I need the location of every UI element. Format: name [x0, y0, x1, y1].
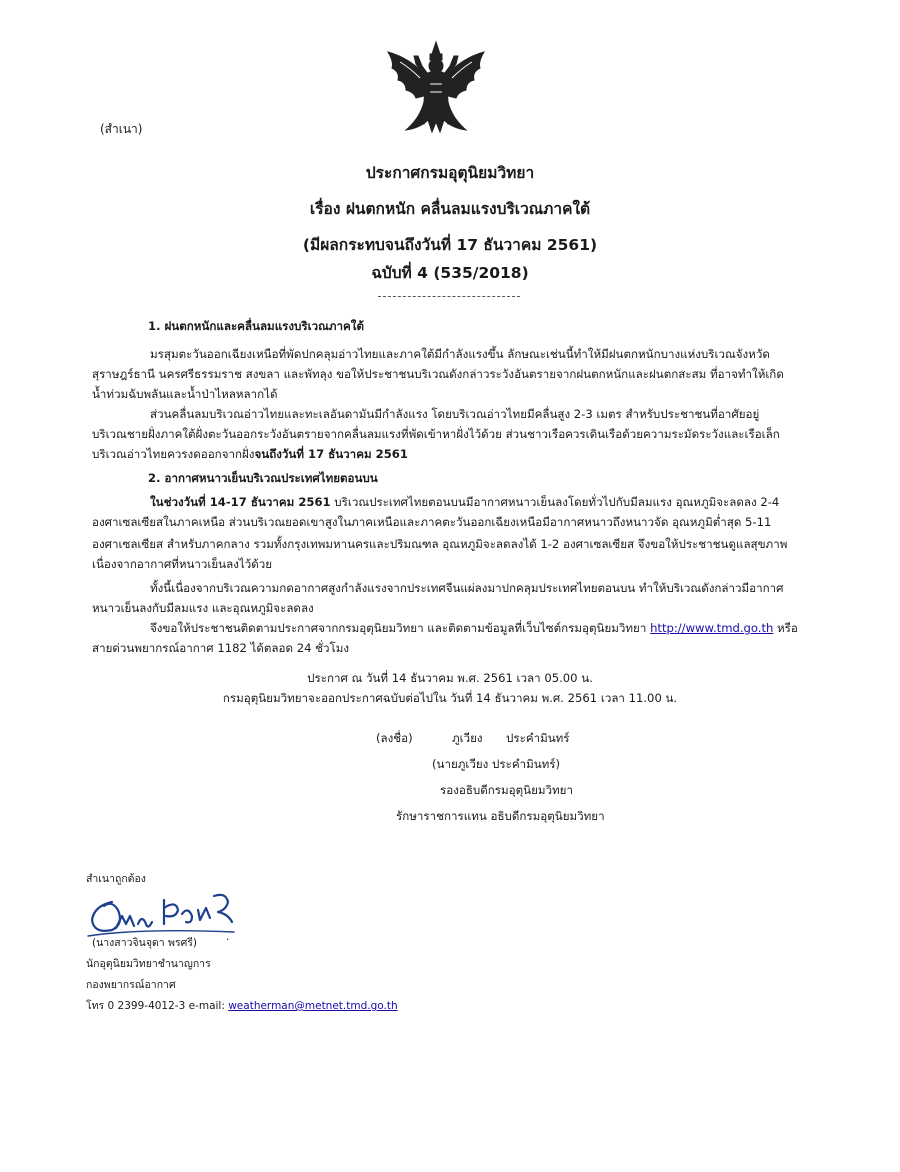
section-2-p3-line — [150, 620, 798, 638]
signer-acting-position: รักษาราชการแทน อธิบดีกรมอุตุนิยมวิทยา — [396, 809, 605, 823]
section-1-p1-line: มรสุมตะวันออกเฉียงเหนือที่พัดปกคลุมอ่าวไทยและภาคใต้มีกำลังแรงขึ้น ลักษณะเช่นนี้ทำให้มีฝนตกหนักบางแห่งบริเวณจังหวัด — [150, 347, 770, 361]
section-2-p1-line: เนื่องจากอากาศที่หนาวเย็นลงไว้ด้วย — [92, 557, 273, 571]
email-link[interactable]: weatherman@metnet.tmd.go.th — [228, 1000, 398, 1012]
section-2-p2-line: หนาวเย็นลงกับมีลมแรง และอุณหภูมิจะลดลง — [92, 601, 314, 615]
section-2-p3-line2: สายด่วนพยากรณ์อากาศ 1182 ได้ตลอด 24 ชั่วโมง — [92, 641, 350, 655]
section-2-p1-line: องศาเซลเซียส สำหรับภาคกลาง รวมทั้งกรุงเทพมหานครและปริมณฑล อุณหภูมิจะลดลงได้ 1-2 องศาเซลเซียส จึงขอให้ประชาชนดูแลสุขภาพ — [92, 537, 788, 551]
section-1-p2-last-bold: จนถึงวันที่ 17 ธันวาคม 2561 — [254, 447, 408, 461]
certifier-title: นักอุตุนิยมวิทยาชำนาญการ — [86, 958, 211, 970]
divider — [378, 296, 520, 297]
copy-mark: (สำเนา) — [100, 122, 143, 136]
section-2-p1-first-bold: ในช่วงวันที่ 14-17 ธันวาคม 2561 — [150, 495, 331, 509]
announcement-title: ประกาศกรมอุตุนิยมวิทยา — [365, 164, 535, 182]
dot-mark: · — [226, 934, 230, 946]
section-1-p2-last-normal: บริเวณอ่าวไทยควรงดออกจากฝั่ง — [92, 447, 255, 461]
section-1-heading: 1. ฝนตกหนักและคลื่นลมแรงบริเวณภาคใต้ — [148, 319, 364, 333]
certifier-contact — [86, 997, 398, 1014]
certifier-name: (นางสาวจินจุดา พรศรี) — [92, 937, 197, 949]
section-1-p1-line: สุราษฎร์ธานี นครศรีธรรมราช สงขลา และพัทลุง ขอให้ประชาชนบริเวณดังกล่าวระวังอันตรายจากฝนตกหนักและฝนตกสะสม ที่อาจทำให้เกิด — [92, 367, 784, 381]
section-1-p2-last-line — [92, 446, 408, 464]
issue-number: ฉบับที่ 4 (535/2018) — [371, 264, 529, 282]
section-2-heading: 2. อากาศหนาวเย็นบริเวณประเทศไทยตอนบน — [148, 471, 378, 485]
section-2-p3-text: จึงขอให้ประชาชนติดตามประกาศจากกรมอุตุนิยมวิทยา และติดตามข้อมูลที่เว็บไซต์กรมอุตุนิยมวิทยา — [150, 621, 651, 635]
certified-copy-label: สำเนาถูกต้อง — [86, 873, 146, 885]
signer-position: รองอธิบดีกรมอุตุนิยมวิทยา — [440, 783, 573, 797]
effective-period: (มีผลกระทบจนถึงวันที่ 17 ธันวาคม 2561) — [302, 236, 598, 254]
section-2-p1-first-line — [150, 494, 779, 512]
tmd-website-link[interactable]: http://www.tmd.go.th — [650, 621, 774, 635]
section-2-p3-after: หรือ — [773, 621, 798, 635]
signer-full-name: (นายภูเวียง ประคำมินทร์) — [432, 757, 561, 771]
section-2-p1-first-rest: บริเวณประเทศไทยตอนบนมีอากาศหนาวเย็นลงโดยทั่วไปกับมีลมแรง อุณหภูมิจะลดลง 2-4 — [330, 495, 780, 509]
section-2-p1-line: องศาเซลเซียสในภาคเหนือ ส่วนบริเวณยอดเขาสูงในภาคเหนือและภาคตะวันออกเฉียงเหนือมีอากาศหนาวถึงหนาวจัด อุณหภูมิต่ำสุด 5-11 — [92, 515, 772, 529]
signer-last-name: ประคำมินทร์ — [506, 731, 570, 745]
section-1-p1-line: น้ำท่วมฉับพลันและน้ำป่าไหลหลากได้ — [92, 387, 278, 401]
section-1-p2-line: บริเวณชายฝั่งภาคใต้ฝั่งตะวันออกระวังอันตรายจากคลื่นลมแรงที่พัดเข้าหาฝั่งไว้ด้วย ส่วนชาวเรือควรเดินเรือด้วยความระมัดระวังและเรือเล็ก — [92, 427, 780, 441]
contact-phone: โทร 0 2399-4012-3 e-mail: — [86, 1000, 229, 1012]
section-2-p2-line: ทั้งนี้เนื่องจากบริเวณความกดอากาศสูงกำลังแรงจากประเทศจีนแผ่ลงมาปกคลุมประเทศไทยตอนบน ทำให้บริเวณดังกล่าวมีอากาศ — [150, 581, 784, 595]
signer-first-name: ภูเวียง — [452, 731, 483, 745]
section-1-p2-line: ส่วนคลื่นลมบริเวณอ่าวไทยและทะเลอันดามันมีกำลังแรง โดยบริเวณอ่าวไทยมีคลื่นสูง 2-3 เมตร สำหรับประชาชนที่อาศัยอยู่ — [150, 407, 760, 421]
issued-date: ประกาศ ณ วันที่ 14 ธันวาคม พ.ศ. 2561 เวลา 05.00 น. — [307, 671, 593, 685]
signed-label: (ลงชื่อ) — [376, 731, 413, 745]
next-issue-note: กรมอุตุนิยมวิทยาจะออกประกาศฉบับต่อไปใน วันที่ 14 ธันวาคม พ.ศ. 2561 เวลา 11.00 น. — [222, 691, 678, 705]
certifier-dept: กองพยากรณ์อากาศ — [86, 979, 176, 991]
announcement-subject: เรื่อง ฝนตกหนัก คลื่นลมแรงบริเวณภาคใต้ — [309, 200, 591, 218]
garuda-emblem-icon — [380, 38, 492, 150]
